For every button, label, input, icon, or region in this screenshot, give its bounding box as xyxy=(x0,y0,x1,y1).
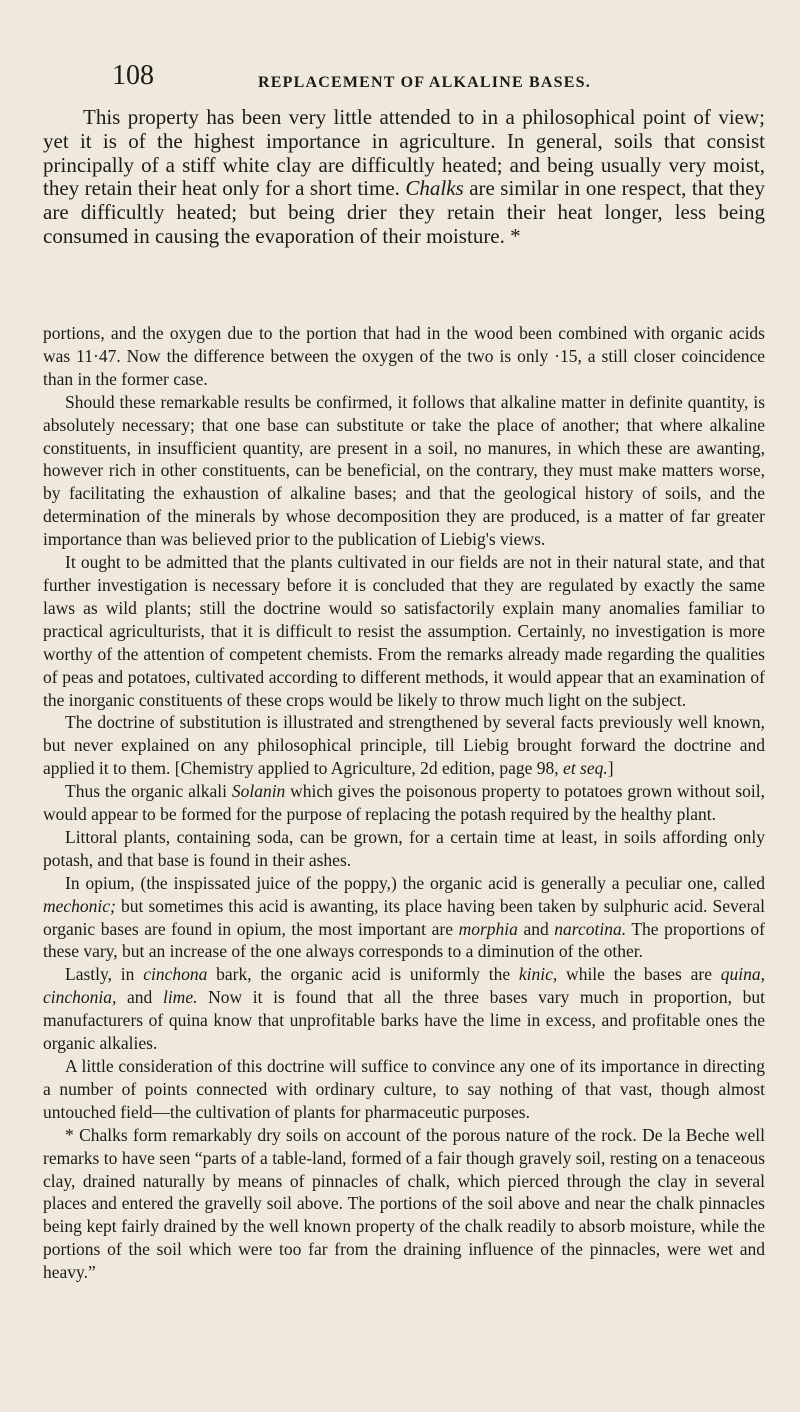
running-head: REPLACEMENT OF ALKALINE BASES. xyxy=(258,74,591,91)
text-run: and xyxy=(116,987,163,1008)
text-run: Thus the organic alkali xyxy=(65,781,232,802)
italic-term: kinic, xyxy=(518,964,558,985)
italic-term: narcotina. xyxy=(554,918,627,939)
paragraph-opium xyxy=(43,872,765,964)
paragraph-solanin xyxy=(43,780,765,826)
italic-term: et seq. xyxy=(563,758,608,779)
footnote-chalks: * Chalks form remarkably dry soils on account of the porous nature of the rock. De la Beche well remarks to have seen “parts of a table-land, formed of a fair though gravely soil, resting on a tenaceous clay, drained naturally by means of pinnacles of chalk, which pierced through the clay in several places and entered the gravelly soil above. The portions of the soil above and near the chalk pinnacles being kept fairly drained by the well known property of the chalk readily to absorb moisture, while the portions of the soil which were too far from the draining influence of the pinnacles, were wet and heavy.” xyxy=(43,1124,765,1283)
paragraph-results: Should these remarkable results be confirmed, it follows that alkaline matter in definite quantity, is absolutely necessary; that one base can substitute or take the place of another; that where alkaline constituents, in insufficient quantity, are present in a soil, no manures, in which these are awanting, however rich in other constituents, can be beneficial, on the contrary, they must make matters worse, by facilitating the exhaustion of alkaline bases; and that the geological history of soils, and the determination of the minerals by whose decomposition they are produced, is a matter of far greater importance than was believed prior to the publication of Liebig's views. xyxy=(43,391,765,550)
text-run: The proportions of these vary, but an increase of the one always corresponds to a diminution of the other. xyxy=(43,918,765,962)
italic-term: cinchona xyxy=(143,964,208,985)
italic-term: Solanin xyxy=(231,781,286,802)
text-run: while the bases are xyxy=(557,964,721,985)
text-run: Now it is found that all the three bases vary much in proportion, but manufacturers of quina know that unprofitable barks have the lime in excess, and profitable ones the organic alkalies. xyxy=(43,987,765,1054)
paragraph-cinchona xyxy=(43,963,765,1055)
text-run: In opium, (the inspissated juice of the poppy,) the organic acid is generally a peculiar one, called xyxy=(65,872,765,893)
paragraph-soil-heat xyxy=(43,106,765,249)
italic-term: quina, cinchonia, xyxy=(43,964,766,1008)
text-run: but sometimes this acid is awanting, its place having been taken by sulphuric acid. Several organic bases are found in opium, the most important are xyxy=(43,895,765,939)
paragraph-portions: portions, and the oxygen due to the portion that had in the wood been combined with organic acids was 11·47. Now the difference between the oxygen of the two is only ·15, a still closer coincidence than in the former case. xyxy=(43,323,765,389)
text-run: This property has been very little attended to in a philosophical point of view; yet it is of the highest importance in agriculture. In general, soils that consist principally of a stiff white clay are difficultly heated; and being usually very moist, they retain their heat only for a short time. xyxy=(43,105,765,201)
page-number: 108 xyxy=(112,60,154,91)
paragraph-substitution xyxy=(43,711,765,780)
italic-term: lime. xyxy=(162,987,198,1008)
text-run: The doctrine of substitution is illustrated and strengthened by several facts previously well known, but never explained on any philosophical principle, till Liebig brought forward the doctrine and applied it to them. [Chemistry applied to Agriculture, 2d edition, page 98, xyxy=(43,712,765,779)
text-run: are similar in one respect, that they are difficultly heated; but being drier they retain their heat longer, less being consumed in causing the evaporation of their moisture. * xyxy=(43,176,765,248)
paragraph-littoral: Littoral plants, containing soda, can be grown, for a certain time at least, in soils affording only potash, and that base is found in their ashes. xyxy=(43,826,765,870)
quoted-text-block xyxy=(43,322,765,1284)
text-run: which gives the poisonous property to potatoes grown without soil, would appear to be formed for the purpose of replacing the potash required by the healthy plant. xyxy=(43,781,765,825)
text-run: and xyxy=(517,918,555,939)
italic-term: mechonic; xyxy=(43,895,116,916)
paragraph-consideration: A little consideration of this doctrine will suffice to convince any one of its importance in directing a number of points connected with ordinary culture, to say nothing of that vast, though almost untouched field—the cultivation of plants for pharmaceutic purposes. xyxy=(43,1056,765,1122)
paragraph-investigation: It ought to be admitted that the plants cultivated in our fields are not in their natural state, and that further investigation is necessary before it is concluded that they are regulated by exactly the same laws as wild plants; still the doctrine would so satisfactorily explain many anomalies familiar to practical agriculturists, that it is difficult to resist the assumption. Certainly, no investigation is more worthy of the attention of competent chemists. From the remarks already made regarding the qualities of peas and potatoes, cultivated according to different methods, it would appear that an examination of the inorganic constituents of these crops would be likely to throw much light on the subject. xyxy=(43,552,765,710)
text-run: ] xyxy=(607,758,614,779)
text-run: bark, the organic acid is uniformly the xyxy=(207,964,519,985)
italic-term: Chalks xyxy=(405,176,464,201)
italic-term: morphia xyxy=(458,918,518,939)
text-run: Lastly, in xyxy=(65,964,144,985)
main-text-block xyxy=(43,106,765,249)
page-header xyxy=(112,60,760,100)
